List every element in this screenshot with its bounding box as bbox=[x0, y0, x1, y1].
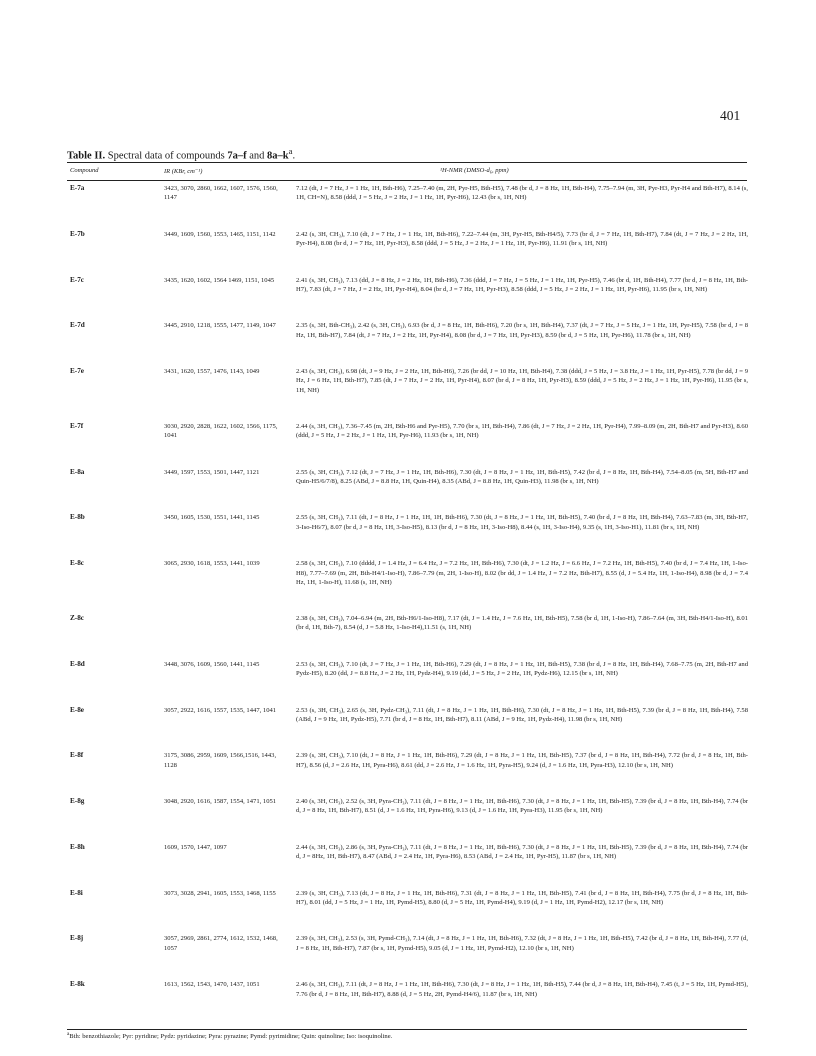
compound-cell: E-8g bbox=[70, 797, 85, 806]
compound-cell: E-7c bbox=[70, 275, 84, 284]
nmr-cell: 2.39 (s, 3H, CH₃), 7.13 (dt, J = 8 Hz, J = 1 Hz, 1H, Bth-H6), 7.31 (dt, J = 8 Hz, J = 1 Hz, 1H, Bth-H5), 7.41 (br d, J = 8 Hz, 1H, Bth-H4), 7.75 (br d, J = 8 Hz, 1H, Bth-H7), 8.01 (dd, J = 5 Hz, J = 1 Hz, 1H, Pymd-H5), 8.80 (d, J = 5 Hz, 1H, Pymd-H4), 9.19 (d, J = 1 Hz, 1H, Pymd-H2), 12.17 (br s, 1H, NH) bbox=[296, 889, 748, 906]
compound-cell: E-8i bbox=[70, 888, 83, 897]
nmr-cell: 2.46 (s, 3H, CH₃), 7.11 (dt, J = 8 Hz, J = 1 Hz, 1H, Bth-H6), 7.30 (dt, J = 8 Hz, J = 1 Hz, 1H, Bth-H5), 7.44 (br d, J = 8 Hz, 1H, Bth-H4), 7.45 (t, J = 5 Hz, 1H, Pymd-H5), 7.76 (br d, J = 8 Hz, 1H, Bth-H7), 8.88 (d, J = 5 Hz, 2H, Pymd-H4/6), 11.87 (br s, 1H, NH) bbox=[296, 981, 748, 998]
table-header-rule bbox=[67, 180, 747, 181]
caption-end: . bbox=[292, 150, 296, 162]
footnote-text: Bth: benzothiazole; Pyr: pyridine; Pydz: pyridazine; Pyra: pyrazine; Pymd: pyrimidine; Quin: quinoline; Iso: isoquinoline. bbox=[69, 1033, 393, 1041]
nmr-cell: 2.44 (s, 3H, CH₃), 2.86 (s, 3H, Pyra-CH₃), 7.11 (dt, J = 8 Hz, J = 1 Hz, 1H, Bth-H6), 7.30 (dt, J = 8 Hz, J = 1 Hz, 1H, Bth-H5), 7.39 (br d, J = 8 Hz, 1H, Bth-H4), 7.74 (br d, J = 8Hz, 1H, Bth-H7), 8.47 (ABd, J = 2.4 Hz, 1H, Pyra-H6), 8.53 (ABd, J = 2.4 Hz, 1H, Pyr-H5), 11.87 (br s, 1H, NH) bbox=[296, 843, 748, 861]
caption-compounds-b: 8a–k bbox=[267, 150, 289, 162]
ir-cell: 1609, 1570, 1447, 1097 bbox=[164, 843, 227, 851]
ir-cell: 3445, 2910, 1218, 1555, 1477, 1149, 1047 bbox=[164, 322, 276, 330]
table-bottom-rule bbox=[67, 1029, 747, 1030]
ir-cell: 3175, 3086, 2959, 1609, 1566,1516, 1443, 1128 bbox=[164, 752, 277, 769]
ir-cell: 3057, 2922, 1616, 1557, 1535, 1447, 1041 bbox=[164, 706, 277, 714]
ir-cell: 3073, 3028, 2941, 1605, 1553, 1468, 1155 bbox=[164, 889, 276, 897]
compound-cell: E-7f bbox=[70, 421, 84, 430]
compound-cell: E-7d bbox=[70, 321, 85, 330]
nmr-cell: 2.44 (s, 3H, CH₃), 7.36–7.45 (m, 2H, Bth-H6 and Pyr-H5), 7.70 (br s, 1H, Bth-H4), 7.86 (dt, J = 7 Hz, J = 2 Hz, 1H, Pyr-H4), 7.99–8.09 (m, 2H, Bth-H7 and Pyr-H3), 8.60 (ddd, J = 5 Hz, J = 2 Hz, J = 1 Hz, 1H, Pyr-H6), 11.93 (br s, 1H, NH) bbox=[296, 422, 748, 440]
ir-cell: 3057, 2969, 2861, 2774, 1612, 1532, 1468, 1057 bbox=[164, 935, 278, 952]
table-caption bbox=[67, 146, 295, 162]
ir-cell: 3431, 1620, 1557, 1476, 1143, 1049 bbox=[164, 368, 260, 376]
compound-cell: E-8j bbox=[70, 934, 84, 943]
compound-cell: E-7a bbox=[70, 184, 85, 192]
ir-cell: 3449, 1609, 1560, 1553, 1465, 1151, 1142 bbox=[164, 230, 276, 238]
caption-compounds-a: 7a–f bbox=[227, 150, 247, 162]
compound-cell: E-8f bbox=[70, 751, 84, 760]
page-number: 401 bbox=[720, 108, 741, 123]
footnote-marker: a bbox=[67, 1032, 70, 1037]
nmr-cell: 2.53 (s, 3H, CH₃), 7.10 (dt, J = 7 Hz, J = 1 Hz, 1H, Bth-H6), 7.29 (dt, J = 8 Hz, J = 1 Hz, 1H, Bth-H5), 7.38 (br d, J = 8 Hz, 1H, Bth-H4), 7.68–7.75 (m, 2H, Bth-H7 and Pydz-H5), 8.20 (dd, J = 8.8 Hz, J = 2 Hz, 1H, Pydz-H4), 9.19 (dd, J = 5 Hz, J = 2 Hz, 1H, Pydz-H6), 12.15 (br s, 1H, NH) bbox=[296, 660, 748, 678]
header-ir: IR (KBr, cm⁻¹) bbox=[164, 168, 203, 175]
caption-text: Spectral data of compounds bbox=[105, 150, 228, 162]
caption-footnote-marker: a bbox=[288, 146, 293, 156]
compound-cell: E-8a bbox=[70, 467, 85, 476]
nmr-cell: 2.35 (s, 3H, Bth-CH₃), 2.42 (s, 3H, CH₃), 6.93 (br d, J = 8 Hz, 1H, Bth-H6), 7.20 (br s, 1H, Bth-H4), 7.37 (dt, J = 7 Hz, J = 5 Hz, J = 1 Hz, 1H, Pyr-H5), 7.58 (br d, J = 8 Hz, 1H, Bth-H7), 7.84 (dt, J = 7 Hz, J = 2 Hz, 1H, Pyr-H4), 8.08 (br d, J = 7 Hz, 1H, Pyr-H3), 8.59 (br d, J = 5 Hz, 1H, Pyr-H6), 11.78 (br s, 1H, NH) bbox=[296, 322, 748, 339]
ir-cell: 3435, 1620, 1602, 1564 1469, 1151, 1045 bbox=[164, 276, 275, 284]
compound-cell: Z-8c bbox=[70, 614, 84, 622]
compound-cell: E-8c bbox=[70, 559, 84, 568]
nmr-cell: 2.55 (s, 3H, CH₃), 7.12 (dt, J = 7 Hz, J = 1 Hz, 1H, Bth-H6), 7.30 (dt, J = 8 Hz, J = 1 Hz, 1H, Bth-H5), 7.42 (br d, J = 8 Hz, 1H, Bth-H4), 7.54–8.05 (m, 5H, Bth-H7 and Quin-H5/6/7/8), 8.25 (ABd, J = 8.8 Hz, 1H, Quin-H4), 8.35 (ABd, J = 8.8 Hz, 1H, Quin-H3), 11.98 (br s, 1H, NH) bbox=[296, 468, 748, 485]
nmr-cell: 2.53 (s, 3H, CH₃), 2.65 (s, 3H, Pydz-CH₃), 7.11 (dt, J = 8 Hz, J = 1 Hz, 1H, Bth-H6), 7.30 (dt, J = 8 Hz, J = 1 Hz, 1H, Bth-H5), 7.39 (br d, J = 8 Hz, 1H, Bth-H4), 7.58 (ABd, J = 9 Hz, 1H, Pydz-H5), 7.71 (br d, J = 8 Hz, 1H, Bth-H7), 8.11 (ABd, J = 9 Hz, 1H, Pydz-H4), 11.98 (br s, 1H, NH) bbox=[296, 706, 748, 723]
nmr-cell: 2.58 (s, 3H, CH₃), 7.10 (dddd, J = 1.4 Hz, J = 6.4 Hz, J = 7.2 Hz, 1H, Bth-H6), 7.30 (dt, J = 1.2 Hz, J = 6.6 Hz, J = 7.2 Hz, 1H, Bth-H5), 7.40 (br d, J = 7.4 Hz, 1H, 1-Iso-H8), 7.77–7.69 (m, 2H, Bth-H4/1-Iso-H), 7.86–7.79 (m, 2H, 1-Iso-H), 8.02 (br dd, J = 1.4 Hz, J = 7.2 Hz, Bth-H7), 8.55 (d, J = 5.4 Hz, 1H, 1-Iso-H4), 8.98 (br d, J = 7.4 Hz, 1H, 1-Iso-H), 11.68 (s, 1H, NH) bbox=[296, 560, 748, 586]
ir-cell: 3030, 2920, 2828, 1622, 1602, 1566, 1175, 1041 bbox=[164, 422, 278, 440]
table-top-rule bbox=[67, 162, 747, 163]
nmr-cell: 7.12 (dt, J = 7 Hz, J = 1 Hz, 1H, Bth-H6), 7.25–7.40 (m, 2H, Pyr-H5, Bth-H5), 7.48 (br d, J = 8 Hz, 1H, Bth-H4), 7.75–7.94 (m, 3H, Pyr-H3, Pyr-H4 and Bth-H7), 8.14 (s, 1H, CH=N), 8.58 (ddd, J = 5 Hz, J = 2 Hz, J = 1 Hz, 1H, Pyr-H6), 12.43 (br s, 1H, NH) bbox=[296, 185, 748, 202]
caption-and: and bbox=[246, 150, 267, 162]
table-footnote bbox=[67, 1032, 392, 1040]
table-label: Table II. bbox=[67, 150, 106, 162]
header-nmr: ¹H-NMR (DMSO-d₆, ppm) bbox=[440, 167, 509, 174]
compound-cell: E-7b bbox=[70, 229, 85, 238]
ir-cell: 3450, 1605, 1530, 1551, 1441, 1145 bbox=[164, 514, 260, 522]
ir-cell: 1613, 1562, 1543, 1470, 1437, 1051 bbox=[164, 981, 260, 989]
ir-cell: 3048, 2920, 1616, 1587, 1554, 1471, 1051 bbox=[164, 798, 277, 806]
compound-cell: E-7e bbox=[70, 367, 84, 376]
ir-cell: 3449, 1597, 1553, 1501, 1447, 1121 bbox=[164, 468, 260, 476]
compound-cell: E-8k bbox=[70, 980, 85, 989]
ir-cell: 3448, 3076, 1609, 1560, 1441, 1145 bbox=[164, 660, 260, 668]
nmr-cell: 2.40 (s, 3H, CH₃), 2.52 (s, 3H, Pyra-CH₃), 7.11 (dt, J = 8 Hz, J = 1 Hz, 1H, Bth-H6), 7.30 (dt, J = 8 Hz, J = 1 Hz, 1H, Bth-H5), 7.39 (br d, J = 8 Hz, 1H, Bth-H4), 7.74 (br d, J = 8 Hz, 1H, Bth-H7), 8.51 (d, J = 1.6 Hz, 1H, Pyra-H6), 9.13 (d, J = 1.6 Hz, 1H, Pyra-H3), 11.95 (br s, 1H, NH) bbox=[296, 798, 748, 815]
header-compound: Compound bbox=[70, 167, 99, 174]
nmr-cell: 2.41 (s, 3H, CH₃), 7.13 (dd, J = 8 Hz, J = 2 Hz, 1H, Bth-H6), 7.36 (ddd, J = 7 Hz, J = 5 Hz, J = 1 Hz, 1H, Pyr-H5), 7.46 (br d, 1H, Bth-H4), 7.77 (br d, J = 8 Hz, 1H, Bth-H7), 7.83 (dt, J = 7 Hz, J = 2 Hz, 1H, Pyr-H4), 8.04 (br d, J = 7 Hz, 1H, Pyr-H3), 8.58 (ddd, J = 5 Hz, J = 2 Hz, J = 1 Hz, 1H, Pyr-H6), 11.95 (br s, 1H, NH) bbox=[296, 276, 748, 293]
ir-cell: 3423, 3070, 2860, 1662, 1607, 1576, 1560, 1147 bbox=[164, 185, 278, 202]
compound-cell: E-8e bbox=[70, 705, 84, 714]
nmr-cell: 2.39 (s, 3H, CH₃), 2.53 (s, 3H, Pymd-CH₃), 7.14 (dt, J = 8 Hz, J = 1 Hz, 1H, Bth-H6), 7.32 (dt, J = 8 Hz, J = 1 Hz, 1H, Bth-H5), 7.42 (br d, J = 8 Hz, 1H, Bth-H4), 7.77 (d, J = 8 Hz, 1H, Bth-H7), 7.87 (br s, 1H, Pymd-H5), 9.05 (d, J = 1 Hz, 1H, Pymd-H2), 12.10 (br s, 1H, NH) bbox=[296, 935, 748, 952]
nmr-cell: 2.43 (s, 3H, CH₃), 6.98 (dt, J = 9 Hz, J = 2 Hz, 1H, Bth-H6), 7.26 (br dd, J = 10 Hz, 1H, Bth-H4), 7.38 (ddd, J = 5 Hz, J = 3.8 Hz, J = 1 Hz, 1H, Pyr-H5), 7.78 (br dd, J = 9 Hz, J = 6 Hz, 1H, Bth-H7), 7.85 (dt, J = 7 Hz, J = 2 Hz, 1H, Pyr-H4), 8.07 (br d, J = 8 Hz, 1H, Pyr-H3), 8.59 (ddd, J = 5 Hz, J = 2 Hz, J = 1 Hz, 1H, Pyr-H6), 11.95 (br s, 1H, NH) bbox=[296, 368, 748, 394]
compound-cell: E-8d bbox=[70, 659, 85, 668]
ir-cell: 3065, 2930, 1618, 1553, 1441, 1039 bbox=[164, 560, 260, 568]
nmr-cell: 2.39 (s, 3H, CH₃), 7.10 (dt, J = 8 Hz, J = 1 Hz, 1H, Bth-H6), 7.29 (dt, J = 8 Hz, J = 1 Hz, 1H, Bth-H5), 7.37 (br d, J = 8 Hz, 1H, Bth-H4), 7.72 (br d, J = 8 Hz, 1H, Bth-H7), 8.56 (d, J = 2.6 Hz, 1H, Pyra-H6), 8.61 (dd, J = 2.6 Hz, J = 1.6 Hz, 1H, Pyra-H5), 9.24 (d, J = 1.6 Hz, 1H, Pyra-H3), 12.10 (br s, 1H, NH) bbox=[296, 752, 748, 769]
nmr-cell: 2.38 (s, 3H, CH₃), 7.04–6.94 (m, 2H, Bth-H6/1-Iso-H8), 7.17 (dt, J = 1.4 Hz, J = 7.6 Hz, 1H, Bth-H5), 7.58 (br d, 1H, 1-Iso-H), 7.86–7.64 (m, 3H, Bth-H4/1-Iso-H), 8.01 (br d, 1H, Bth-7), 8.54 (d, J = 5.8 Hz, 1-Iso-H4),11.51 (s, 1H, NH) bbox=[296, 615, 748, 632]
compound-cell: E-8h bbox=[70, 842, 85, 851]
compound-cell: E-8b bbox=[70, 513, 85, 522]
nmr-cell: 2.42 (s, 3H, CH₃), 7.10 (dt, J = 7 Hz, J = 1 Hz, 1H, Bth-H6), 7.22–7.44 (m, 3H, Pyr-H5, Bth-H4/5), 7.73 (br d, J = 7 Hz, 1H, Bth-H7), 7.84 (dt, J = 7 Hz, J = 2 Hz, 1H, Pyr-H4), 8.08 (br d, J = 7 Hz, 1H, Pyr-H3), 8.58 (ddd, J = 5 Hz, J = 2 Hz, J = 1 Hz, 1H, Pyr-H6), 11.91 (br s, 1H, NH) bbox=[296, 230, 748, 248]
nmr-cell: 2.55 (s, 3H, CH₃), 7.11 (dt, J = 8 Hz, J = 1 Hz, 1H, 1H, Bth-H6), 7.30 (dt, J = 8 Hz, J = 1 Hz, 1H, Bth-H5), 7.40 (br d, J = 8 Hz, 1H, Bth-H4), 7.63–7.83 (m, 3H, Bth-H7, 3-Iso-H6/7), 8.07 (br d, J = 8 Hz, 1H, 3-Iso-H5), 8.13 (br d, J = 8 Hz, 1H, 3-Iso-H8), 8.44 (s, 1H, 3-Iso-H4), 9.35 (s, 1H, 3-Iso-H1), 11.81 (br s, 1H, NH) bbox=[296, 514, 748, 531]
